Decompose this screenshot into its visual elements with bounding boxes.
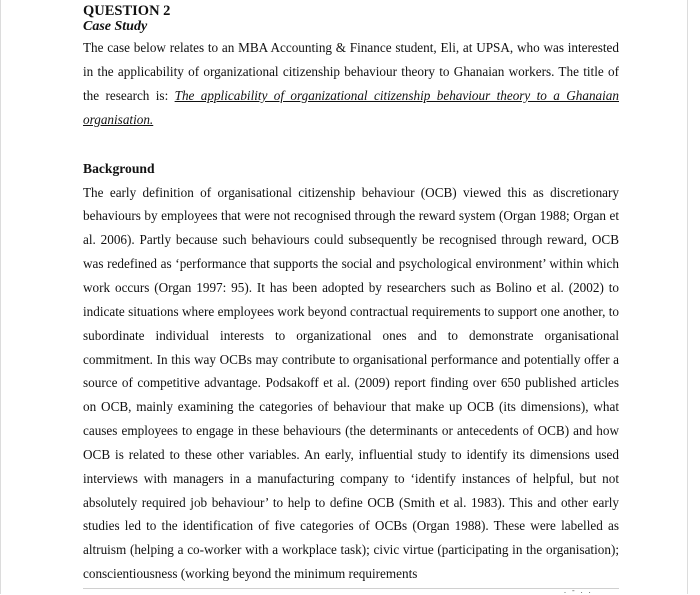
footer-divider — [83, 588, 619, 589]
research-title: The applicability of organizational citizenship behaviour theory to a Ghanaian organisation. — [83, 87, 619, 127]
page-border-right — [687, 0, 688, 594]
document-content — [83, 3, 619, 586]
intro-paragraph — [83, 36, 619, 132]
page-border-left — [0, 0, 1, 594]
footer-marks: . - . . — [564, 586, 593, 595]
background-heading: Background — [83, 160, 155, 176]
question-heading: QUESTION 2 — [83, 3, 171, 19]
intro-text: The case below relates to an MBA Accounting & Finance student, Eli, at UPSA, who was interested in the applicability of organizational citizenship behaviour theory to Ghanaian workers. The title of the research is: — [83, 40, 619, 103]
background-paragraph: The early definition of organisational citizenship behaviour (OCB) viewed this as discretionary behaviours by employees that were not recognised through the reward system (Organ 1988; Organ et al. 2006). Partly because such behaviours could subsequently be recognised through reward, OCB was redefined as ‘performance that supports the social and psychological environment’ within which work occurs (Organ 1997: 95). It has been adopted by researchers such as Bolino et al. (2002) to indicate situations where employees work beyond contractual requirements to support one another, to subordinate individual interests to organizational ones and to demonstrate organisational commitment. In this way OCBs may contribute to organisational performance and potentially offer a source of competitive advantage. Podsakoff et al. (2009) report finding over 650 published articles on OCB, mainly examining the categories of behaviour that make up OCB (its dimensions), what causes employees to engage in these behaviours (the determinants or antecedents of OCB) and how OCB is related to these other variables. An early, influential study to identify its dimensions used interviews with managers in a manufacturing company to ‘identify instances of helpful, but not absolutely required job behaviour’ to help to define OCB (Smith et al. 1983). This and other early studies led to the identification of five categories of OCBs (Organ 1988). These were labelled as altruism (helping a co-worker with a workplace task); civic virtue (participating in the organisation); conscientiousness (working beyond the minimum requirements — [83, 184, 619, 582]
case-study-subheading: Case Study — [83, 19, 148, 34]
